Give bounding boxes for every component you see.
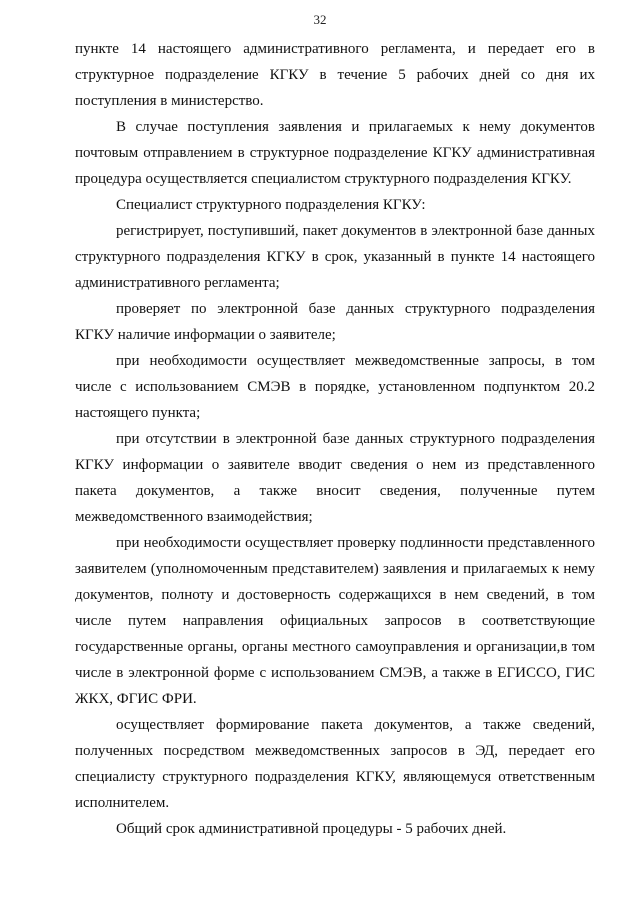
paragraph: пункте 14 настоящего административного регламента, и передает его в структурное подразделение КГКУ в течение 5 рабочих дней со дня их поступления в министерство. <box>75 41 595 109</box>
paragraph: при необходимости осуществляет межведомственные запросы, в том числе с использованием СМЭВ в порядке, установленном подпунктом 20.2 настоящего пункта; <box>75 353 595 421</box>
paragraph: Специалист структурного подразделения КГКУ: <box>116 197 426 213</box>
paragraph: Общий срок административной процедуры - 5 рабочих дней. <box>116 821 507 837</box>
document-body <box>75 36 595 842</box>
paragraph: при необходимости осуществляет проверку подлинности представленного заявителем (уполномоченным представителем) заявления и прилагаемых к нему документов, полноту и достоверность содержащихся в нем сведений, в том числе путем направления официальных запросов в соответствующие государственные органы, органы местного самоуправления и организации,в том числе в электронной форме с использованием СМЭВ, а также в ЕГИССО, ГИС ЖКХ, ФГИС ФРИ. <box>75 535 595 707</box>
paragraph: при отсутствии в электронной базе данных структурного подразделения КГКУ информации о заявителе вводит сведения о нем из представленного пакета документов, а также вносит сведения, полученные путем межведомственного взаимодействия; <box>75 431 595 525</box>
paragraph: В случае поступления заявления и прилагаемых к нему документов почтовым отправлением в структурное подразделение КГКУ административная процедура осуществляется специалистом структурного подразделения КГКУ. <box>75 119 595 187</box>
paragraph: регистрирует, поступивший, пакет документов в электронной базе данных структурного подразделения КГКУ в срок, указанный в пункте 14 настоящего административного регламента; <box>75 223 595 291</box>
page-number: 32 <box>313 12 327 27</box>
paragraph: осуществляет формирование пакета документов, а также сведений, полученных посредством межведомственных запросов в ЭД, передает его специалисту структурного подразделения КГКУ, являющемуся ответственным исполнителем. <box>75 717 595 811</box>
paragraph: проверяет по электронной базе данных структурного подразделения КГКУ наличие информации о заявителе; <box>75 301 595 343</box>
